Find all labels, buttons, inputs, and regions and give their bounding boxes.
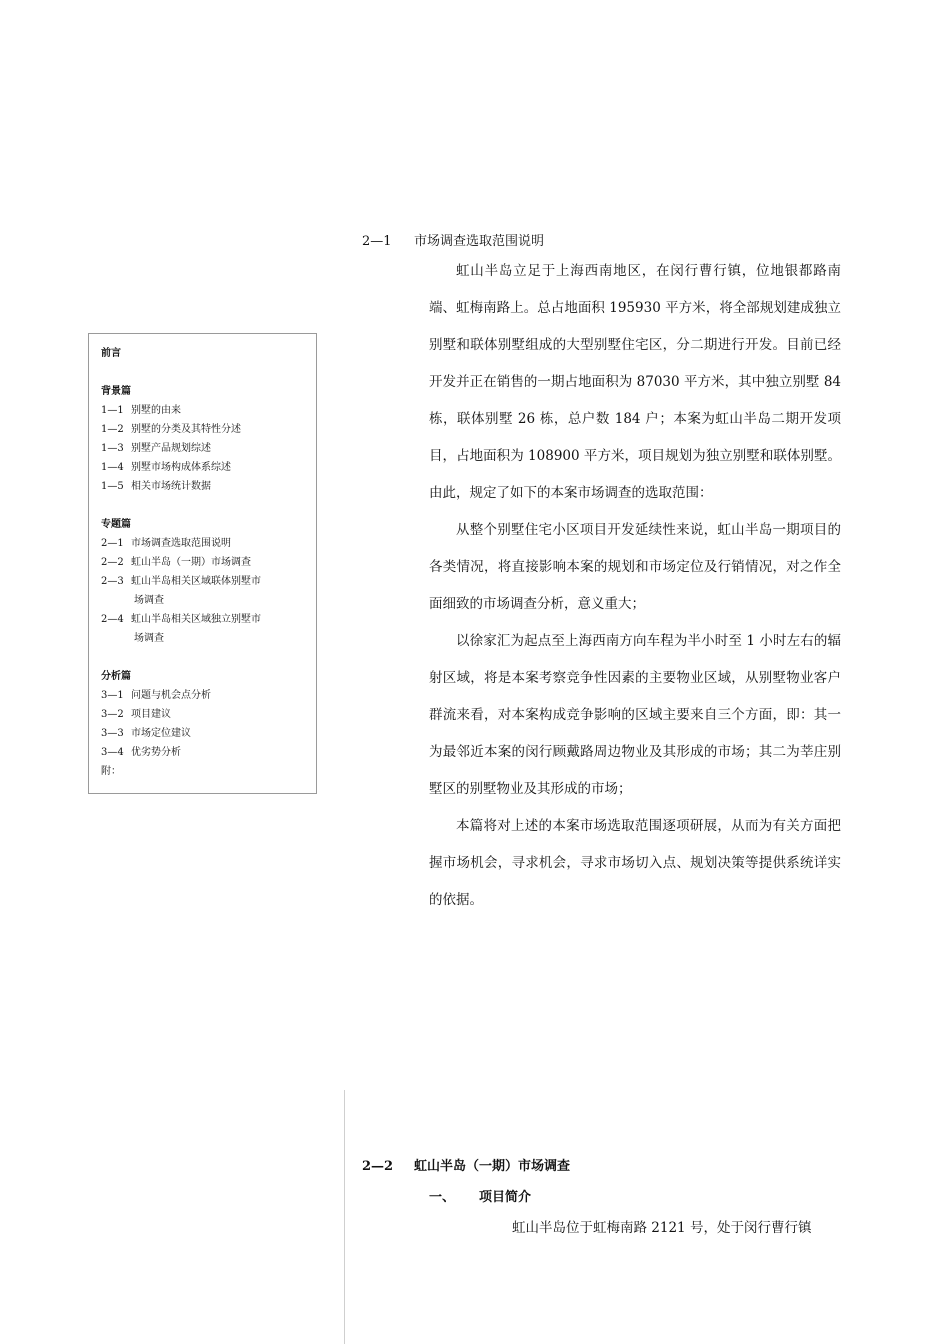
toc-item-number: 3—3 [101,728,124,739]
toc-item-label: 别墅的由来 [131,405,181,416]
toc-item-number: 1—2 [101,424,124,435]
toc-item[interactable] [101,458,304,477]
toc-item-number: 3—2 [101,709,124,720]
toc-item[interactable] [101,724,304,743]
toc-item-label: 市场调查选取范围说明 [131,538,231,549]
toc-item-label: 别墅产品规划综述 [131,443,211,454]
toc-item-label: 市场定位建议 [131,728,191,739]
section-title: 虹山半岛（一期）市场调查 [414,1159,571,1174]
toc-item-label: 别墅市场构成体系综述 [131,462,231,473]
toc-item[interactable] [101,477,304,496]
body-paragraph: 从整个别墅住宅小区项目开发延续性来说，虹山半岛一期项目的各类情况，将直接影响本案的规划和市场定位及行销情况，对之作全面细致的市场调查分析，意义重大； [429,522,841,612]
subsection-paragraph: 虹山半岛位于虹梅南路 2121 号，处于闵行曹行镇 [512,1220,812,1236]
toc-item-label: 虹山半岛相关区域联体别墅市 [131,576,261,587]
toc-item[interactable] [101,610,304,629]
subsection-title: 项目简介 [479,1190,532,1205]
toc-item[interactable] [101,401,304,420]
toc-section-title: 背景篇 [101,386,131,397]
toc-item-number: 3—4 [101,747,124,758]
toc-section-title: 分析篇 [101,671,131,682]
toc-item-label: 虹山半岛相关区域独立别墅市 [131,614,261,625]
subsection-heading [429,1186,531,1205]
toc-item-continuation[interactable]: 场调查 [134,633,164,644]
section-number: 2—2 [362,1159,394,1174]
toc-item-label: 别墅的分类及其特性分述 [131,424,241,435]
toc-item-number: 3—1 [101,690,124,701]
toc-item[interactable] [101,572,304,591]
toc-item-number: 2—3 [101,576,124,587]
section-heading [362,1155,570,1174]
toc-item[interactable] [101,686,304,705]
toc-item-number: 1—3 [101,443,124,454]
subsection-number: 一、 [429,1190,456,1205]
toc-item-number: 1—5 [101,481,124,492]
body-paragraph: 以徐家汇为起点至上海西南方向车程为半小时至 1 小时左右的辐射区域，将是本案考察竞争性因素的主要物业区域，从别墅物业客户群流来看，对本案构成竞争影响的区域主要来自三个方面，即：其一为最邻近本案的闵行顾戴路周边物业及其形成的市场；其二为莘庄别墅区的别墅物业及其形成的市场； [429,633,841,797]
section-heading [362,230,544,249]
toc-item[interactable] [101,743,304,762]
toc-item-number: 1—1 [101,405,124,416]
toc-item-label: 问题与机会点分析 [131,690,211,701]
toc-preface[interactable]: 前言 [101,348,121,359]
table-of-contents [88,333,317,794]
toc-item-number: 2—1 [101,538,124,549]
toc-item-label: 优劣势分析 [131,747,181,758]
section-title: 市场调查选取范围说明 [414,234,545,249]
page-divider [344,1090,345,1344]
toc-item-label: 相关市场统计数据 [131,481,211,492]
section-number: 2—1 [362,234,392,249]
body-paragraph: 本篇将对上述的本案市场选取范围逐项研展，从而为有关方面把握市场机会，寻求机会，寻求市场切入点、规划决策等提供系统详实的依据。 [429,818,841,908]
toc-section-title: 专题篇 [101,519,131,530]
toc-item[interactable] [101,553,304,572]
toc-item[interactable] [101,439,304,458]
toc-item-label: 项目建议 [131,709,171,720]
toc-appendix[interactable]: 附： [101,766,121,777]
toc-item-number: 1—4 [101,462,124,473]
toc-item-number: 2—4 [101,614,124,625]
body-paragraph: 虹山半岛立足于上海西南地区，在闵行曹行镇，位地银都路南端、虹梅南路上。总占地面积 195930 平方米，将全部规划建成独立别墅和联体别墅组成的大型别墅住宅区，分二期进行开发。目前已经开发并正在销售的一期占地面积为 87030 平方米，其中独立别墅 84 栋，联体别墅 26 栋，总户数 184 户；本案为虹山半岛二期开发项目，占地面积为 108900 平方米，项目规划为独立别墅和联体别墅。由此，规定了如下的本案市场调查的选取范围： [429,263,841,501]
toc-item-label: 虹山半岛（一期）市场调查 [131,557,251,568]
toc-item[interactable] [101,705,304,724]
toc-item-continuation[interactable]: 场调查 [134,595,164,606]
section-body [429,253,841,919]
toc-item-number: 2—2 [101,557,124,568]
toc-item[interactable] [101,420,304,439]
toc-item[interactable] [101,534,304,553]
